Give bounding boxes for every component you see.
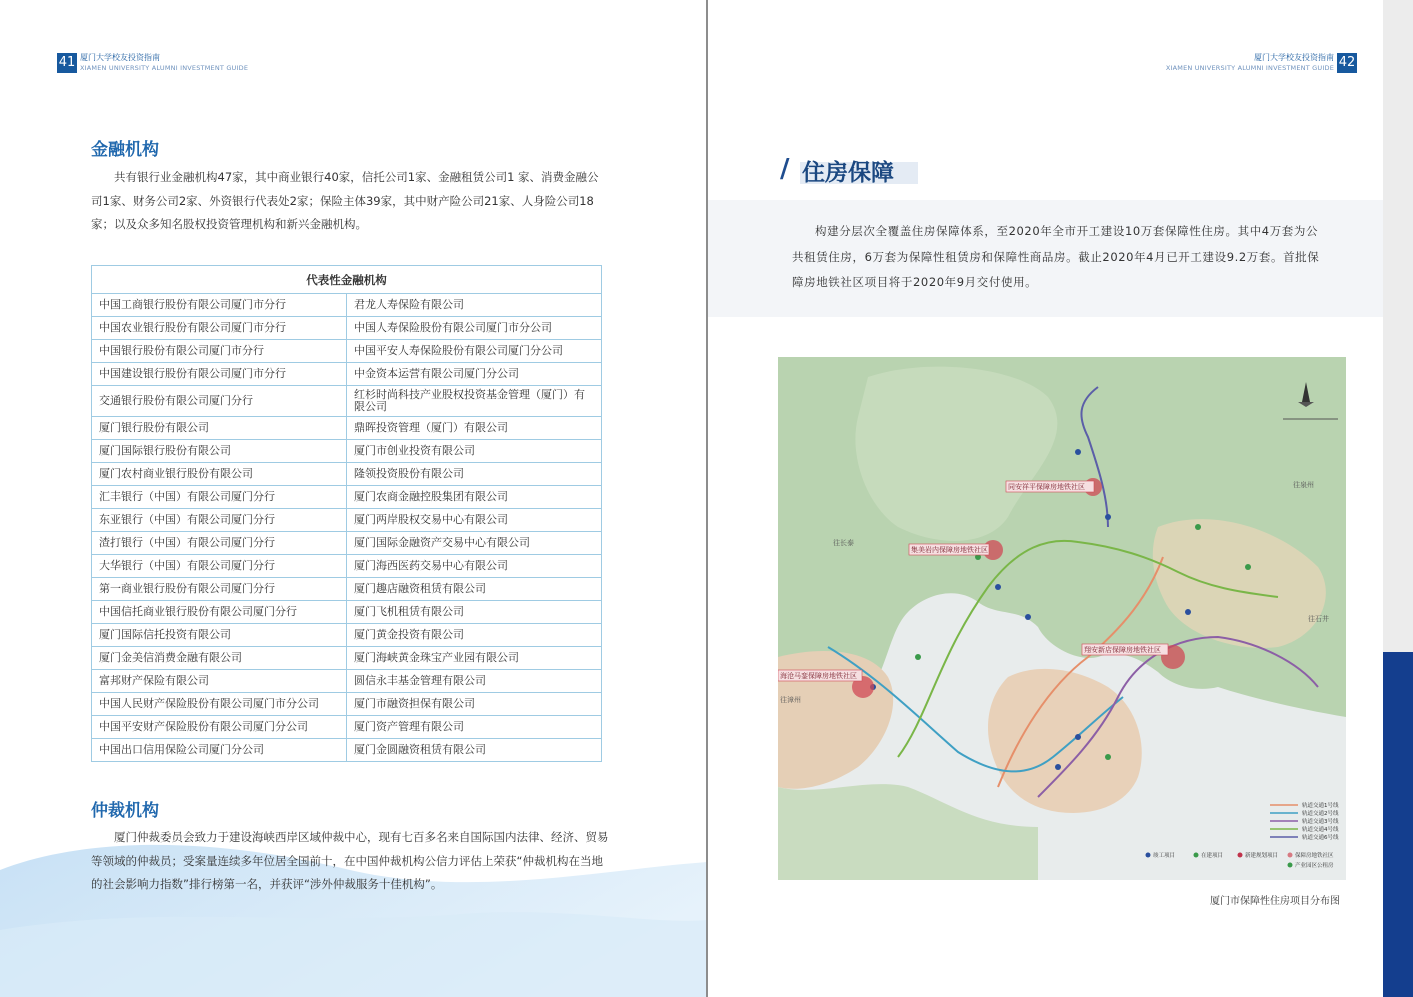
institution-cell-left: 中国农业银行股份有限公司厦门市分行	[92, 317, 347, 340]
page-number: 42	[1337, 53, 1357, 73]
finance-section-title: 金融机构	[91, 140, 159, 160]
table-row	[92, 294, 602, 317]
label-changtai: 往长泰	[833, 539, 854, 547]
title-slash-mark: /	[780, 154, 790, 184]
table-row	[92, 670, 602, 693]
institution-cell-left: 中国出口信用保险公司厦门分公司	[92, 739, 347, 762]
arbitration-paragraph: 厦门仲裁委员会致力于建设海峡西岸区域仲裁中心，现有七百多名来自国际国内法律、经济、贸易等领域的仲裁员；受案量连续多年位居全国前十，在中国仲裁机构公信力评估上荣获“仲裁机构在当地的社会影响力指数”排行榜第一名，并获评“涉外仲裁服务十佳机构”。	[91, 830, 609, 891]
callout-haicang: 海沧马銮保障房地铁社区	[780, 672, 857, 680]
table-row	[92, 440, 602, 463]
table-row	[92, 340, 602, 363]
institution-cell-left: 第一商业银行股份有限公司厦门分行	[92, 578, 347, 601]
institution-cell-left: 汇丰银行（中国）有限公司厦门分行	[92, 486, 347, 509]
institution-cell-right: 中国平安人寿保险股份有限公司厦门分公司	[347, 340, 602, 363]
intro-paragraph: 构建分层次全覆盖住房保障体系，至2020年全市开工建设10万套保障性住房。其中4万套为公共租赁住房，6万套为保障性租赁房和保障性商品房。截止2020年4月已开工建设9.2万套。首批保障房地铁社区项目将于2020年9月交付使用。	[792, 224, 1320, 289]
right-edge-accent	[1383, 652, 1413, 997]
institution-cell-right: 厦门金圆融资租赁有限公司	[347, 739, 602, 762]
table-row	[92, 317, 602, 340]
institution-cell-right: 中金资本运营有限公司厦门分公司	[347, 363, 602, 386]
finance-institutions-table	[91, 265, 602, 762]
table-row	[92, 624, 602, 647]
institution-cell-left: 厦门农村商业银行股份有限公司	[92, 463, 347, 486]
callout-jimei: 集美岩内保障房地铁社区	[911, 546, 988, 554]
table-row	[92, 647, 602, 670]
legend-line-2: 轨道交通2号线	[1302, 811, 1339, 817]
institution-cell-left: 交通银行股份有限公司厦门分行	[92, 386, 347, 417]
header-title-en: XIAMEN UNIVERSITY ALUMNI INVESTMENT GUIDE	[80, 64, 249, 72]
table-row	[92, 386, 602, 417]
institution-cell-right: 隆领投资股份有限公司	[347, 463, 602, 486]
institution-cell-right: 厦门市创业投资有限公司	[347, 440, 602, 463]
right-page	[708, 0, 1413, 997]
label-quanzhou: 往泉州	[1293, 481, 1314, 489]
header-title-cn: 厦门大学校友投资指南	[80, 53, 160, 62]
institution-cell-left: 厦门银行股份有限公司	[92, 417, 347, 440]
page-header-left	[57, 53, 248, 73]
institution-cell-right: 红杉时尚科技产业股权投资基金管理（厦门）有限公司	[347, 386, 602, 417]
legend-line-3: 轨道交通3号线	[1302, 819, 1339, 825]
callout-xiangan: 翔安新店保障房地铁社区	[1084, 646, 1161, 654]
institution-cell-right: 鼎晖投资管理（厦门）有限公司	[347, 417, 602, 440]
map-caption: 厦门市保障性住房项目分布图	[1210, 896, 1340, 907]
institution-cell-right: 厦门两岸股权交易中心有限公司	[347, 509, 602, 532]
table-row	[92, 417, 602, 440]
table-row	[92, 509, 602, 532]
institution-cell-left: 中国平安财产保险股份有限公司厦门分公司	[92, 716, 347, 739]
institution-cell-right: 厦门趣店融资租赁有限公司	[347, 578, 602, 601]
legend-metro-community: 保障房地铁社区	[1295, 853, 1334, 859]
legend-line-1: 轨道交通1号线	[1302, 803, 1339, 809]
page-number: 41	[57, 53, 77, 73]
institution-cell-left: 中国工商银行股份有限公司厦门市分行	[92, 294, 347, 317]
institution-cell-right: 厦门海西医药交易中心有限公司	[347, 555, 602, 578]
institution-cell-right: 厦门飞机租赁有限公司	[347, 601, 602, 624]
institution-cell-right: 厦门黄金投资有限公司	[347, 624, 602, 647]
institution-cell-right: 厦门海峡黄金珠宝产业园有限公司	[347, 647, 602, 670]
institution-cell-left: 大华银行（中国）有限公司厦门分行	[92, 555, 347, 578]
legend-completed: 竣工项目	[1153, 853, 1176, 859]
institution-cell-left: 中国人民财产保险股份有限公司厦门市分公司	[92, 693, 347, 716]
table-row	[92, 463, 602, 486]
institution-cell-left: 中国建设银行股份有限公司厦门市分行	[92, 363, 347, 386]
finance-paragraph: 共有银行业金融机构47家，其中商业银行40家，信托公司1家、金融租赁公司1 家、消费金融公司1家、财务公司2家、外资银行代表处2家；保险主体39家，其中财产险公司21家、人身险公司18家；以及众多知名股权投资管理机构和新兴金融机构。	[91, 170, 599, 231]
table-row	[92, 739, 602, 762]
institution-cell-right: 君龙人寿保险有限公司	[347, 294, 602, 317]
legend-under-construction: 在建项目	[1201, 853, 1224, 859]
table-header: 代表性金融机构	[92, 266, 602, 294]
table-row	[92, 532, 602, 555]
table-row	[92, 486, 602, 509]
table-row	[92, 693, 602, 716]
institution-cell-left: 厦门国际银行股份有限公司	[92, 440, 347, 463]
institution-cell-left: 中国银行股份有限公司厦门市分行	[92, 340, 347, 363]
page-header-right	[1166, 53, 1357, 73]
institution-cell-left: 东亚银行（中国）有限公司厦门分行	[92, 509, 347, 532]
institution-cell-right: 厦门农商金融控股集团有限公司	[347, 486, 602, 509]
arbitration-section-title: 仲裁机构	[91, 801, 159, 821]
institution-cell-right: 厦门资产管理有限公司	[347, 716, 602, 739]
table-row	[92, 555, 602, 578]
institution-cell-left: 厦门金美信消费金融有限公司	[92, 647, 347, 670]
institution-cell-left: 中国信托商业银行股份有限公司厦门分行	[92, 601, 347, 624]
institution-cell-right: 厦门市融资担保有限公司	[347, 693, 602, 716]
institution-cell-right: 厦门国际金融资产交易中心有限公司	[347, 532, 602, 555]
table-row	[92, 716, 602, 739]
table-body	[92, 294, 602, 762]
legend-line-4: 轨道交通4号线	[1302, 827, 1339, 833]
header-title-en: XIAMEN UNIVERSITY ALUMNI INVESTMENT GUIDE	[1165, 64, 1334, 72]
callout-tongan: 同安祥平保障房地铁社区	[1008, 483, 1085, 491]
legend-new-planned: 新建规划项目	[1245, 853, 1279, 859]
institution-cell-left: 富邦财产保险有限公司	[92, 670, 347, 693]
table-row	[92, 578, 602, 601]
legend-industrial-park: 产业园区公租房	[1295, 863, 1334, 869]
institution-cell-right: 中国人寿保险股份有限公司厦门市分公司	[347, 317, 602, 340]
housing-distribution-map	[778, 357, 1346, 880]
institution-cell-left: 渣打银行（中国）有限公司厦门分行	[92, 532, 347, 555]
institution-cell-right: 圆信永丰基金管理有限公司	[347, 670, 602, 693]
institution-cell-left: 厦门国际信托投资有限公司	[92, 624, 347, 647]
header-title-cn: 厦门大学校友投资指南	[1254, 53, 1334, 62]
section-title-bar	[780, 152, 918, 184]
legend-line-6: 轨道交通6号线	[1302, 835, 1339, 841]
table-row	[92, 363, 602, 386]
label-shijing: 往石井	[1308, 615, 1329, 623]
table-row	[92, 601, 602, 624]
section-title: 住房保障	[802, 160, 894, 186]
label-zhangzhou: 往漳州	[780, 696, 801, 704]
